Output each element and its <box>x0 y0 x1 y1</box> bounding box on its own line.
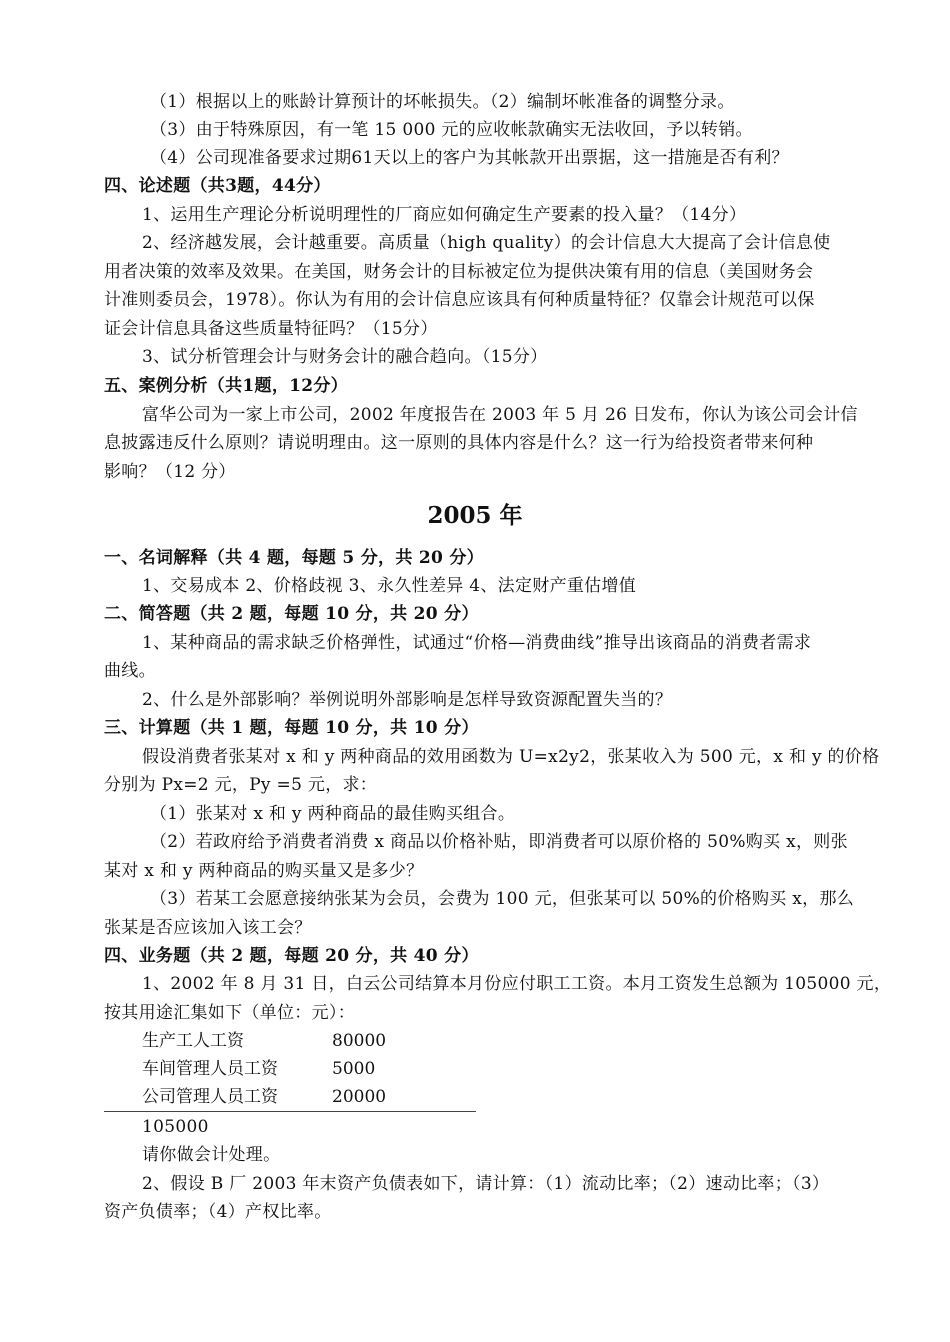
2005-biz-q2-line1: 2、假设 B 厂 2003 年末资产负债表如下，请计算：（1）流动比率；（2）速动比率；（3） <box>142 1174 830 1194</box>
2005-section-3-title: 三、计算题（共 1 题，每题 10 分，共 10 分） <box>104 718 479 738</box>
wage-row <box>142 1083 386 1111</box>
essay-q1: 1、运用生产理论分析说明理性的厂商应如何确定生产要素的投入量？（14分） <box>142 205 747 225</box>
section-4-title: 四、论述题（共3题，44分） <box>104 176 331 196</box>
case-line2: 息披露违反什么原则？请说明理由。这一原则的具体内容是什么？这一行为给投资者带来何种 <box>104 433 814 453</box>
2005-calc-q2-line2: 某对 x 和 y 两种商品的购买量又是多少？ <box>104 861 424 881</box>
2005-short-q2: 2、什么是外部影响？举例说明外部影响是怎样导致资源配置失当的？ <box>142 690 673 710</box>
2005-biz-q1-line1: 1、2002 年 8 月 31 日，白云公司结算本月份应付职工工资。本月工资发生总额为 105000 元， <box>142 974 892 994</box>
2005-calc-line1: 假设消费者张某对 x 和 y 两种商品的效用函数为 U=x2y2，张某收入为 500 元，x 和 y 的价格 <box>142 747 880 767</box>
wage-amount: 80000 <box>332 1031 387 1051</box>
wage-amount: 5000 <box>332 1059 376 1079</box>
essay-q2-line4: 证会计信息具备这些质量特征吗？（15分） <box>104 319 438 339</box>
case-line1: 富华公司为一家上市公司，2002 年度报告在 2003 年 5 月 26 日发布，你认为该公司会计信 <box>142 405 858 425</box>
case-line3: 影响？（12 分） <box>104 462 236 482</box>
wage-total: 105000 <box>142 1117 209 1137</box>
2005-calc-q3-line2: 张某是否应该加入该工会？ <box>104 918 312 938</box>
2005-calc-q2-line1: （2）若政府给予消费者消费 x 商品以价格补贴，即消费者可以原价格的 50%购买 x，则张 <box>150 832 848 852</box>
question-3: （3）由于特殊原因，有一笔 15 000 元的应收帐款确实无法收回，予以转销。 <box>150 120 753 140</box>
wage-label: 公司管理人员工资 <box>142 1087 278 1107</box>
wage-label: 车间管理人员工资 <box>142 1059 278 1079</box>
essay-q2-line1: 2、经济越发展，会计越重要。高质量（high quality）的会计信息大大提高了会计信息使 <box>142 233 831 253</box>
year-heading: 2005 年 <box>427 502 523 529</box>
wage-row <box>142 1027 386 1055</box>
section-5-title: 五、案例分析（共1题，12分） <box>104 376 348 396</box>
2005-calc-line2: 分别为 Px=2 元，Py =5 元，求： <box>104 775 378 795</box>
2005-terms-list: 1、交易成本 2、价格歧视 3、永久性差异 4、法定财产重估增值 <box>142 576 637 596</box>
essay-q2-line3: 计准则委员会，1978）。你认为有用的会计信息应该具有何种质量特征？仅靠会计规范可以保 <box>104 290 815 310</box>
2005-section-4-title: 四、业务题（共 2 题，每题 20 分，共 40 分） <box>104 946 479 966</box>
question-4: （4）公司现准备要求过期61天以上的客户为其帐款开出票据，这一措施是否有利？ <box>150 148 789 168</box>
2005-short-q1-line1: 1、某种商品的需求缺乏价格弹性，试通过“价格—消费曲线”推导出该商品的消费者需求 <box>142 633 812 653</box>
total-divider <box>104 1111 476 1112</box>
2005-short-q1-line2: 曲线。 <box>104 661 156 681</box>
essay-q3: 3、试分析管理会计与财务会计的融合趋向。（15分） <box>142 347 548 367</box>
2005-calc-q3-line1: （3）若某工会愿意接纳张某为会员，会费为 100 元，但张某可以 50%的价格购买 x，那么 <box>150 889 855 909</box>
2005-biz-q2-line2: 资产负债率；（4）产权比率。 <box>104 1202 332 1222</box>
2005-section-1-title: 一、名词解释（共 4 题，每题 5 分，共 20 分） <box>104 548 484 568</box>
2005-section-2-title: 二、简答题（共 2 题，每题 10 分，共 20 分） <box>104 604 479 624</box>
2005-biz-q1-line2: 按其用途汇集如下（单位：元）： <box>104 1003 355 1023</box>
2005-biz-q1-ask: 请你做会计处理。 <box>142 1145 281 1165</box>
2005-calc-q1: （1）张某对 x 和 y 两种商品的最佳购买组合。 <box>150 804 516 824</box>
wage-label: 生产工人工资 <box>142 1031 244 1051</box>
essay-q2-line2: 用者决策的效率及效果。在美国，财务会计的目标被定位为提供决策有用的信息（美国财务会 <box>104 262 814 282</box>
question-1-2: （1）根据以上的账龄计算预计的坏帐损失。（2）编制坏帐准备的调整分录。 <box>150 92 735 112</box>
wage-row <box>142 1055 375 1083</box>
wage-amount: 20000 <box>332 1087 387 1107</box>
